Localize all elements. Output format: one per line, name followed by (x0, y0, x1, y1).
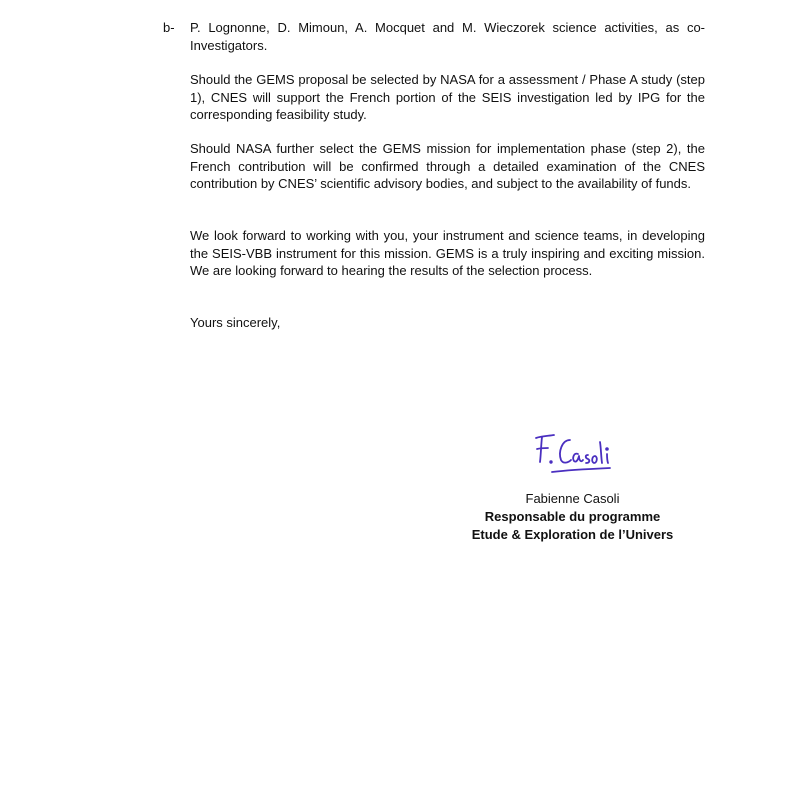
list-item-text: P. Lognonne, D. Mimoun, A. Mocquet and M. Wieczorek science activities, as co-Investigators. (190, 20, 705, 53)
handwritten-signature (528, 430, 618, 476)
paragraph-look-forward: We look forward to working with you, your instrument and science teams, in developing the SEIS-VBB instrument for this mission. GEMS is a truly inspiring and exciting mission. We are looking forward to hearing the results of the selection process. (190, 228, 705, 278)
signature-block (460, 430, 685, 544)
signatory-department: Etude & Exploration de l’Univers (471, 527, 674, 542)
closing-salutation: Yours sincerely, (190, 315, 281, 330)
list-marker: b- (163, 20, 175, 35)
signatory-name: Fabienne Casoli (525, 491, 620, 506)
signatory-title: Responsable du programme (484, 509, 661, 524)
paragraph-implementation: Should NASA further select the GEMS mission for implementation phase (step 2), the French contribution will be confirmed through a detailed examination of the CNES contribution by CNES’ scientific advisory bodies, and subject to the availability of funds. (190, 141, 705, 191)
paragraph-phase-a: Should the GEMS proposal be selected by NASA for a assessment / Phase A study (step 1), CNES will support the French portion of the SEIS investigation led by IPG for the corresponding feasibility study. (190, 72, 705, 122)
